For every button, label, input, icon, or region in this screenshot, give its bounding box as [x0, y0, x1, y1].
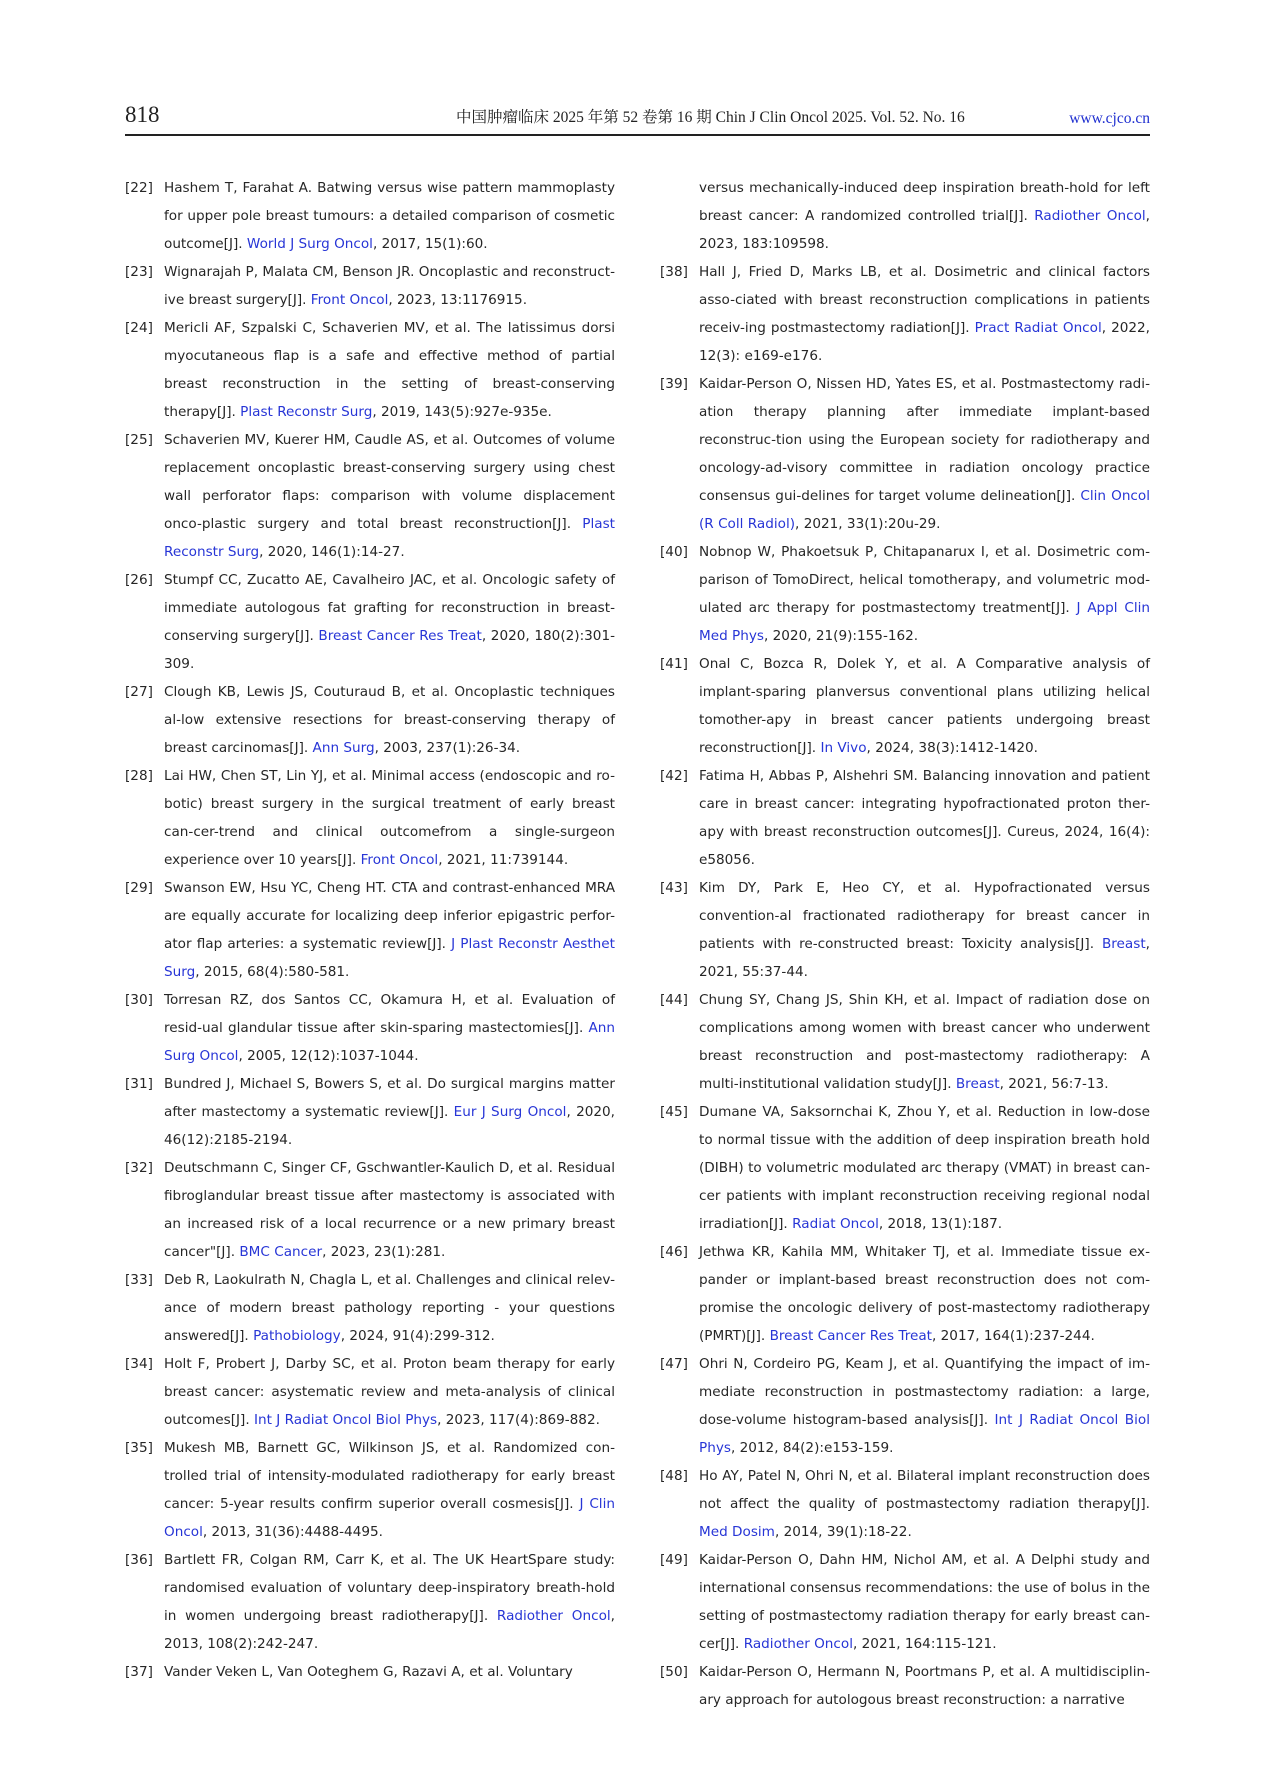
reference-number: [23] [125, 264, 153, 280]
reference-number: [43] [660, 880, 688, 896]
reference-text: Wignarajah P, Malata CM, Benson JR. Oncoplastic and reconstruct-ive breast surgery[J]. [164, 264, 615, 308]
reference-text: Chung SY, Chang JS, Shin KH, et al. Impact of radiation dose on complications among women with breast cancer who underwent breast reconstruction and post-mastectomy radiotherapy: A multi-institutional validation study[J]. [699, 992, 1150, 1092]
reference-number: [34] [125, 1356, 153, 1372]
reference-text: Deb R, Laokulrath N, Chagla L, et al. Challenges and clinical relev-ance of modern breast pathology reporting - your questions answered[J]. [164, 1272, 615, 1344]
journal-link[interactable]: Front Oncol [360, 852, 439, 868]
reference-number: [37] [125, 1664, 153, 1680]
journal-link[interactable]: Front Oncol [310, 292, 389, 308]
reference-details: , 2024, 91(4):299-312. [340, 1328, 495, 1344]
journal-link[interactable]: Ann Surg Oncol [164, 1020, 615, 1064]
reference-text: Kaidar-Person O, Hermann N, Poortmans P, et al. A multidisciplin-ary approach for autologous breast reconstruction: a narrative [699, 1664, 1150, 1708]
journal-link[interactable]: Plast Reconstr Surg [240, 404, 373, 420]
reference-details: , 2023, 13:1176915. [388, 292, 528, 308]
reference-details: , 2023, 117(4):869-882. [437, 1412, 600, 1428]
reference-entry [660, 1462, 1150, 1546]
reference-entry [660, 174, 1150, 258]
journal-link[interactable]: Pathobiology [253, 1328, 341, 1344]
journal-link[interactable]: Radiother Oncol [743, 1636, 853, 1652]
reference-details: , 2021, 33(1):20u-29. [795, 516, 941, 532]
reference-text: Bartlett FR, Colgan RM, Carr K, et al. The UK HeartSpare study: randomised evaluation of voluntary deep-inspiratory breath-hold in women undergoing breast radiotherapy[J]. [164, 1552, 615, 1624]
page-header [125, 102, 1150, 132]
reference-details: , 2021, 55:37-44. [699, 936, 1150, 980]
reference-entry [660, 1658, 1150, 1714]
journal-link[interactable]: Radiat Oncol [792, 1216, 879, 1232]
reference-column-left [125, 174, 615, 1686]
reference-column-right [660, 174, 1150, 1714]
reference-entry [125, 1154, 615, 1266]
page-number: 818 [125, 102, 160, 127]
reference-text: Torresan RZ, dos Santos CC, Okamura H, et al. Evaluation of resid-ual glandular tissue after skin-sparing mastectomies[J]. [164, 992, 615, 1036]
reference-number: [25] [125, 432, 153, 448]
reference-text: Swanson EW, Hsu YC, Cheng HT. CTA and contrast-enhanced MRA are equally accurate for localizing deep inferior epigastric perfor-ator flap arteries: a systematic review[J]. [164, 880, 615, 952]
journal-link[interactable]: Plast Reconstr Surg [164, 516, 615, 560]
reference-entry [125, 174, 615, 258]
reference-text: Schaverien MV, Kuerer HM, Caudle AS, et al. Outcomes of volume replacement oncoplastic breast-conserving surgery using chest wall perforator flaps: comparison with volume displacement onco-plastic surgery and total breast reconstruction[J]. [164, 432, 615, 532]
reference-number: [48] [660, 1468, 688, 1484]
reference-details: , 2012, 84(2):e153-159. [730, 1440, 894, 1456]
journal-link[interactable]: Int J Radiat Oncol Biol Phys [699, 1412, 1150, 1456]
reference-number: [32] [125, 1160, 153, 1176]
reference-number: [26] [125, 572, 153, 588]
reference-number: [45] [660, 1104, 688, 1120]
reference-details: , 2003, 237(1):26-34. [374, 740, 521, 756]
reference-details: , 2022, 12(3): e169-e176. [699, 320, 1151, 364]
reference-entry [125, 874, 615, 986]
reference-entry [125, 1546, 615, 1658]
journal-link[interactable]: J Appl Clin Med Phys [699, 600, 1150, 644]
reference-text: Kaidar-Person O, Nissen HD, Yates ES, et al. Postmastectomy radi-ation therapy planning after immediate implant-based reconstruc-tion using the European society for radiotherapy and oncology-ad-visory committee in radiation oncology practice consensus gui-delines for target volume delineation[J]. [699, 376, 1150, 504]
journal-link[interactable]: Pract Radiat Oncol [974, 320, 1102, 336]
journal-link[interactable]: Breast [1101, 936, 1146, 952]
journal-link[interactable]: Breast [955, 1076, 1000, 1092]
journal-citation: 中国肿瘤临床 2025 年第 52 卷第 16 期 Chin J Clin Oncol 2025. Vol. 52. No. 16 [456, 109, 965, 126]
reference-text: Lai HW, Chen ST, Lin YJ, et al. Minimal access (endoscopic and ro-botic) breast surgery in the surgical treatment of early breast can-cer-trend and clinical outcomefrom a single-surgeon experience over 10 years[J]. [164, 768, 615, 868]
reference-details: , 2017, 164(1):237-244. [932, 1328, 1095, 1344]
reference-text: Vander Veken L, Van Ooteghem G, Razavi A, et al. Voluntary [164, 1664, 573, 1680]
reference-entry [125, 258, 615, 314]
reference-details: , 2021, 164:115-121. [853, 1636, 997, 1652]
reference-details: , 2014, 39(1):18-22. [774, 1524, 912, 1540]
journal-link[interactable]: Eur J Surg Oncol [453, 1104, 567, 1120]
journal-link[interactable]: Breast Cancer Res Treat [318, 628, 482, 644]
reference-entry [125, 1350, 615, 1434]
reference-number: [30] [125, 992, 153, 1008]
reference-number: [22] [125, 180, 153, 196]
journal-link[interactable]: BMC Cancer [239, 1244, 323, 1260]
reference-text: Stumpf CC, Zucatto AE, Cavalheiro JAC, et al. Oncologic safety of immediate autologous fat grafting for reconstruction in breast-conserving surgery[J]. [164, 572, 615, 644]
reference-details: , 2019, 143(5):927e-935e. [372, 404, 552, 420]
reference-entry [125, 1070, 615, 1154]
reference-number: [35] [125, 1440, 153, 1456]
reference-text: Onal C, Bozca R, Dolek Y, et al. A Comparative analysis of implant-sparing planversus conventional plans utilizing helical tomother-apy in breast cancer patients undergoing breast reconstruction[J]. [699, 656, 1150, 756]
reference-text: Fatima H, Abbas P, Alshehri SM. Balancing innovation and patient care in breast cancer: integrating hypofractionated proton ther-apy with breast reconstruction outcomes[J]. Cureus, 2024, 16(4): e58056. [699, 768, 1150, 868]
reference-details: , 2005, 12(12):1037-1044. [238, 1048, 419, 1064]
reference-text: Mericli AF, Szpalski C, Schaverien MV, et al. The latissimus dorsi myocutaneous flap is a safe and effective method of partial breast reconstruction in the setting of breast-conserving therapy[J]. [164, 320, 615, 420]
reference-details: , 2020, 46(12):2185-2194. [164, 1104, 615, 1148]
reference-text: versus mechanically-induced deep inspiration breath-hold for left breast cancer: A randomized controlled trial[J]. [699, 180, 1150, 224]
reference-entry [660, 538, 1150, 650]
reference-number: [38] [660, 264, 688, 280]
reference-number: [39] [660, 376, 688, 392]
reference-details: , 2021, 11:739144. [438, 852, 569, 868]
reference-text: Dumane VA, Saksornchai K, Zhou Y, et al. Reduction in low-dose to normal tissue with the addition of deep inspiration breath hold (DIBH) to volumetric modulated arc therapy (VMAT) in breast can-cer patients with implant reconstruction receiving regional nodal irradiation[J]. [699, 1104, 1150, 1232]
reference-entry [660, 258, 1150, 370]
reference-details: , 2018, 13(1):187. [878, 1216, 1003, 1232]
reference-number: [47] [660, 1356, 688, 1372]
reference-number: [31] [125, 1076, 153, 1092]
reference-entry [125, 1266, 615, 1350]
journal-link[interactable]: Clin Oncol (R Coll Radiol) [699, 488, 1150, 532]
reference-number: [42] [660, 768, 688, 784]
reference-details: , 2021, 56:7-13. [999, 1076, 1109, 1092]
reference-entry [125, 986, 615, 1070]
reference-text: Ho AY, Patel N, Ohri N, et al. Bilateral implant reconstruction does not affect the quality of postmastectomy radiation therapy[J]. [699, 1468, 1150, 1512]
journal-link[interactable]: Med Dosim [699, 1524, 775, 1540]
journal-link[interactable]: In Vivo [820, 740, 867, 756]
reference-text: Jethwa KR, Kahila MM, Whitaker TJ, et al. Immediate tissue ex-pander or implant-based breast reconstruction does not com-promise the oncologic delivery of post-mastectomy radiotherapy (PMRT)[J]. [699, 1244, 1150, 1344]
journal-link[interactable]: World J Surg Oncol [246, 236, 373, 252]
reference-entry [660, 650, 1150, 762]
reference-number: [46] [660, 1244, 688, 1260]
reference-details: , 2020, 180(2):301-309. [164, 628, 616, 672]
reference-text: Nobnop W, Phakoetsuk P, Chitapanarux I, et al. Dosimetric com-parison of TomoDirect, helical tomotherapy, and volumetric mod-ulated arc therapy for postmastectomy treatment[J]. [699, 544, 1150, 616]
reference-number: [44] [660, 992, 688, 1008]
reference-details: , 2024, 38(3):1412-1420. [866, 740, 1038, 756]
reference-entry [660, 986, 1150, 1098]
reference-number: [41] [660, 656, 688, 672]
reference-entry [660, 370, 1150, 538]
reference-entry [660, 762, 1150, 874]
reference-entry [660, 1350, 1150, 1462]
reference-number: [28] [125, 768, 153, 784]
reference-entry [660, 1098, 1150, 1238]
reference-text: Kim DY, Park E, Heo CY, et al. Hypofractionated versus convention-al fractionated radiotherapy for breast cancer in patients with re-constructed breast: Toxicity analysis[J]. [699, 880, 1150, 952]
header-rule [125, 134, 1150, 136]
reference-details: , 2015, 68(4):580-581. [195, 964, 350, 980]
reference-text: Clough KB, Lewis JS, Couturaud B, et al. Oncoplastic techniques al-low extensive resections for breast-conserving therapy of breast carcinomas[J]. [164, 684, 615, 756]
reference-entry [125, 678, 615, 762]
reference-entry [125, 762, 615, 874]
reference-number: [49] [660, 1552, 688, 1568]
reference-number: [29] [125, 880, 153, 896]
reference-text: Hall J, Fried D, Marks LB, et al. Dosimetric and clinical factors asso-ciated with breast reconstruction complications in patients receiv-ing postmastectomy radiation[J]. [699, 264, 1150, 336]
reference-entry [125, 314, 615, 426]
reference-details: , 2023, 183:109598. [699, 208, 1150, 252]
reference-text: Deutschmann C, Singer CF, Gschwantler-Kaulich D, et al. Residual fibroglandular breast tissue after mastectomy is associated with an increased risk of a local recurrence or a new primary breast cancer"[J]. [164, 1160, 615, 1260]
reference-entry [660, 1238, 1150, 1350]
reference-number: [36] [125, 1552, 153, 1568]
reference-text: Bundred J, Michael S, Bowers S, et al. Do surgical margins matter after mastectomy a systematic review[J]. [164, 1076, 615, 1120]
reference-details: , 2023, 23(1):281. [322, 1244, 446, 1260]
reference-details: , 2017, 15(1):60. [372, 236, 488, 252]
reference-entry [125, 1434, 615, 1546]
reference-text: Ohri N, Cordeiro PG, Keam J, et al. Quantifying the impact of im-mediate reconstruction in postmastectomy radiation: a large, dose-volume histogram-based analysis[J]. [699, 1356, 1150, 1428]
journal-link[interactable]: Breast Cancer Res Treat [769, 1328, 933, 1344]
reference-details: , 2013, 108(2):242-247. [164, 1608, 615, 1652]
reference-details: , 2020, 21(9):155-162. [763, 628, 919, 644]
reference-number: [33] [125, 1272, 153, 1288]
reference-text: Kaidar-Person O, Dahn HM, Nichol AM, et al. A Delphi study and international consensus recommendations: the use of bolus in the setting of postmastectomy radiation therapy for early breast can-cer[J]. [699, 1552, 1150, 1652]
journal-link[interactable]: Radiother Oncol [1034, 208, 1146, 224]
reference-number: [50] [660, 1664, 688, 1680]
journal-link[interactable]: Ann Surg [312, 740, 375, 756]
reference-entry [125, 426, 615, 566]
reference-number: [27] [125, 684, 153, 700]
reference-entry [125, 566, 615, 678]
journal-link[interactable]: J Plast Reconstr Aesthet Surg [164, 936, 615, 980]
reference-text: Holt F, Probert J, Darby SC, et al. Proton beam therapy for early breast cancer: asystematic review and meta-analysis of clinical outcomes[J]. [164, 1356, 615, 1428]
journal-link[interactable]: J Clin Oncol [164, 1496, 615, 1540]
reference-entry [125, 1658, 615, 1686]
reference-details: , 2020, 146(1):14-27. [259, 544, 405, 560]
reference-number: [24] [125, 320, 153, 336]
reference-entry [660, 1546, 1150, 1658]
reference-text: Hashem T, Farahat A. Batwing versus wise pattern mammoplasty for upper pole breast tumours: a detailed comparison of cosmetic outcome[J]. [164, 180, 615, 252]
reference-text: Mukesh MB, Barnett GC, Wilkinson JS, et al. Randomized con-trolled trial of intensity-modulated radiotherapy for early breast cancer: 5-year results confirm superior overall cosmesis[J]. [164, 1440, 615, 1512]
journal-website-link[interactable]: www.cjco.cn [1069, 110, 1150, 127]
journal-link[interactable]: Int J Radiat Oncol Biol Phys [254, 1412, 438, 1428]
reference-details: , 2013, 31(36):4488-4495. [202, 1524, 383, 1540]
journal-link[interactable]: Radiother Oncol [496, 1608, 611, 1624]
reference-entry [660, 874, 1150, 986]
reference-number: [40] [660, 544, 688, 560]
